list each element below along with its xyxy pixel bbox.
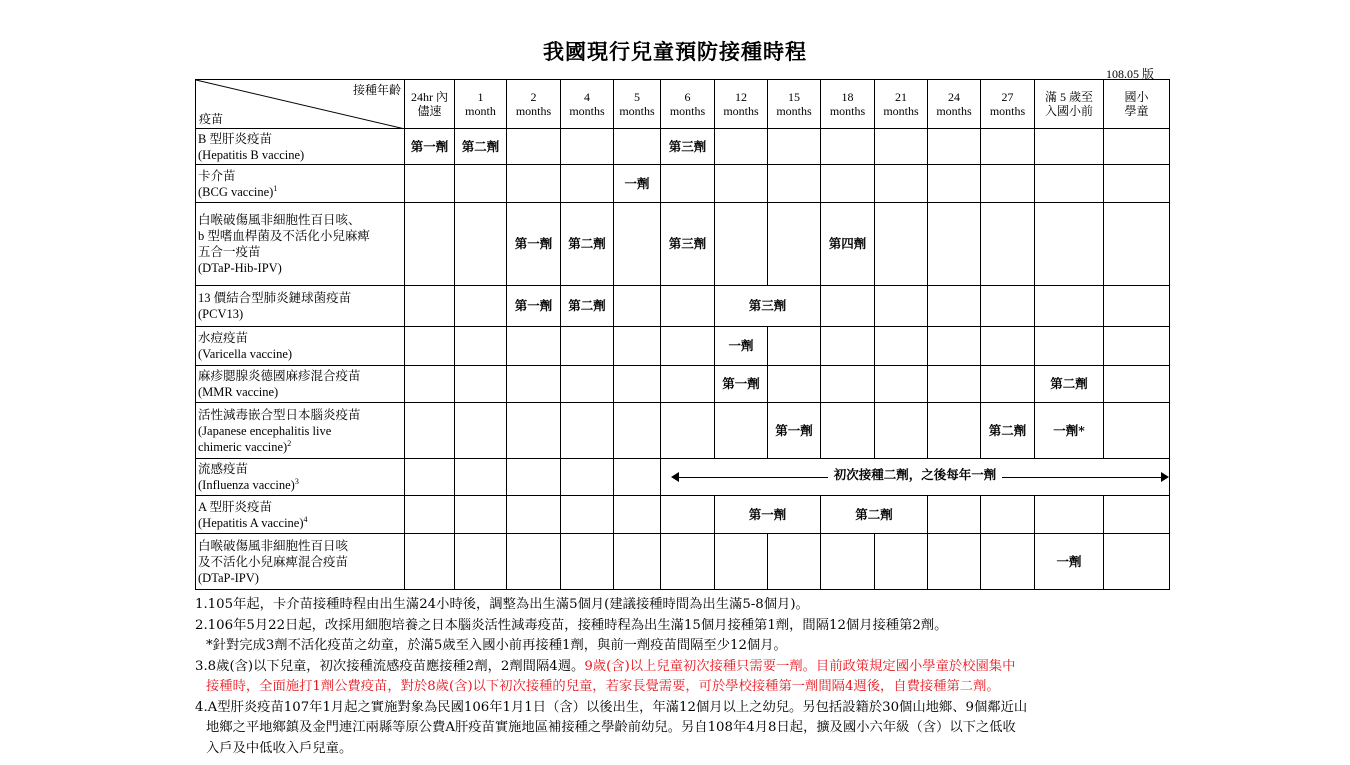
footnote-1: 1.105年起，卡介苗接種時程由出生滿24小時後，調整為出生滿5個月(建議接種時間為出生滿5-8個月)。 — [195, 597, 809, 612]
dose-cell: 第二劑 — [455, 129, 507, 165]
vaccine-name: 13 價結合型肺炎鏈球菌疫苗 (PCV13) — [196, 286, 405, 327]
col-header-6m: 6 months — [661, 80, 715, 129]
footnote-4-cont: 地鄉之平地鄉鎮及金門連江兩縣等原公費A肝疫苗實施地區補接種之學齡前幼兒。另自108年4月8日起，擴及國小六年級（含）以下之低收 — [206, 720, 1016, 735]
col-header-5y: 滿 5 歲至 入國小前 — [1035, 80, 1104, 129]
dose-cell: 第一劑 — [405, 129, 455, 165]
dose-cell: 第一劑 — [715, 496, 821, 534]
row-hepatitis-b — [196, 129, 1170, 165]
row-dtap-ipv — [196, 534, 1170, 590]
row-japanese-encephalitis — [196, 403, 1170, 459]
col-header-24hr: 24hr 內 儘速 — [405, 80, 455, 129]
row-bcg — [196, 165, 1170, 203]
col-header-18m: 18 months — [821, 80, 875, 129]
col-header-15m: 15 months — [768, 80, 821, 129]
dose-cell: 第二劑 — [981, 403, 1035, 459]
dose-cell: 第二劑 — [561, 286, 614, 327]
influenza-span-cell — [661, 459, 1170, 496]
page-title: 我國現行兒童預防接種時程 — [543, 39, 807, 64]
vaccine-name: 流感疫苗 (Influenza vaccine)$^3$ — [196, 459, 405, 496]
dose-cell: 第二劑 — [821, 496, 928, 534]
dose-cell: 第一劑 — [507, 203, 561, 286]
influenza-schedule-text: 初次接種二劑，之後每年一劑 — [828, 467, 1003, 482]
row-hepatitis-a — [196, 496, 1170, 534]
dose-cell: 一劑 — [1035, 534, 1104, 590]
footnote-4-cont2: 入戶及中低收入戶兒童。 — [206, 740, 353, 756]
row-dtap-hib-ipv — [196, 203, 1170, 286]
col-header-27m: 27 months — [981, 80, 1035, 129]
row-varicella — [196, 327, 1170, 366]
dose-cell: 第二劑 — [1035, 366, 1104, 403]
dose-cell: 一劑* — [1035, 403, 1104, 459]
vaccine-header: 疫苗 — [199, 112, 224, 126]
footnote-3: 3.8歲(含)以下兒童，初次接種流感疫苗應接種2劑，2劑間隔4週。9歲(含)以上兒童初次接種只需要一劑。目前政策規定國小學童於校園集中 — [195, 658, 1016, 674]
col-header-5m: 5 months — [614, 80, 661, 129]
vaccine-name: 白喉破傷風非細胞性百日咳、 b 型嗜血桿菌及不活化小兒麻痺 五合一疫苗 (DTaP-Hib-IPV) — [196, 203, 405, 286]
corner-header — [196, 80, 405, 129]
col-header-21m: 21 months — [875, 80, 928, 129]
dose-cell: 第三劑 — [661, 129, 715, 165]
header-row — [196, 80, 1170, 129]
dose-cell: 第二劑 — [561, 203, 614, 286]
footnote-2: 2.106年5月22日起，改採用細胞培養之日本腦炎活性減毒疫苗，接種時程為出生滿15個月接種第1劑，間隔12個月接種第2劑。 — [195, 617, 948, 633]
footnotes — [195, 595, 1175, 759]
footnote-2-star: *針對完成3劑不活化疫苗之幼童，於滿5歲至入國小前再接種1劑，與前一劑疫苗間隔至少12個月。 — [206, 638, 787, 653]
age-header: 接種年齡 — [352, 83, 401, 97]
row-mmr — [196, 366, 1170, 403]
col-header-24m: 24 months — [928, 80, 981, 129]
vaccine-name: A 型肝炎疫苗 (Hepatitis A vaccine)$^4$ — [196, 496, 405, 534]
footnote-4: 4.A型肝炎疫苗107年1月起之實施對象為民國106年1月1日（含）以後出生，年滿12個月以上之幼兒。另包括設籍於30個山地鄉、9個鄰近山 — [195, 699, 1028, 715]
vaccination-schedule-table — [195, 79, 1170, 590]
vaccine-name: 卡介苗 (BCG vaccine)$^1$ — [196, 165, 405, 203]
vaccine-name: B 型肝炎疫苗 (Hepatitis B vaccine) — [196, 129, 405, 165]
row-influenza — [196, 459, 1170, 496]
dose-cell: 第一劑 — [768, 403, 821, 459]
dose-cell: 第三劑 — [715, 286, 821, 327]
col-header-school: 國小 學童 — [1104, 80, 1170, 129]
vaccine-name: 水痘疫苗 (Varicella vaccine) — [196, 327, 405, 366]
edition-label: 108.05 版 — [1106, 67, 1155, 81]
vaccine-name: 麻疹腮腺炎德國麻疹混合疫苗 (MMR vaccine) — [196, 366, 405, 403]
dose-cell: 第四劑 — [821, 203, 875, 286]
col-header-1m: 1 month — [455, 80, 507, 129]
dose-cell: 一劑 — [715, 327, 768, 366]
row-pcv13 — [196, 286, 1170, 327]
dose-cell: 一劑 — [614, 165, 661, 203]
dose-cell: 第三劑 — [661, 203, 715, 286]
footnote-3-cont: 接種時，全面施打1劑公費疫苗，對於8歲(含)以下初次接種的兒童，若家長覺需要，可於學校接種第一劑間隔4週後，自費接種第二劑。 — [206, 679, 1000, 694]
col-header-4m: 4 months — [561, 80, 614, 129]
dose-cell: 第一劑 — [715, 366, 768, 403]
dose-cell: 第一劑 — [507, 286, 561, 327]
vaccine-name: 活性減毒嵌合型日本腦炎疫苗 (Japanese encephalitis live chimeric vaccine)$^2$ — [196, 403, 405, 459]
col-header-12m: 12 months — [715, 80, 768, 129]
col-header-2m: 2 months — [507, 80, 561, 129]
vaccine-name: 白喉破傷風非細胞性百日咳 及不活化小兒麻痺混合疫苗 (DTaP-IPV) — [196, 534, 405, 590]
